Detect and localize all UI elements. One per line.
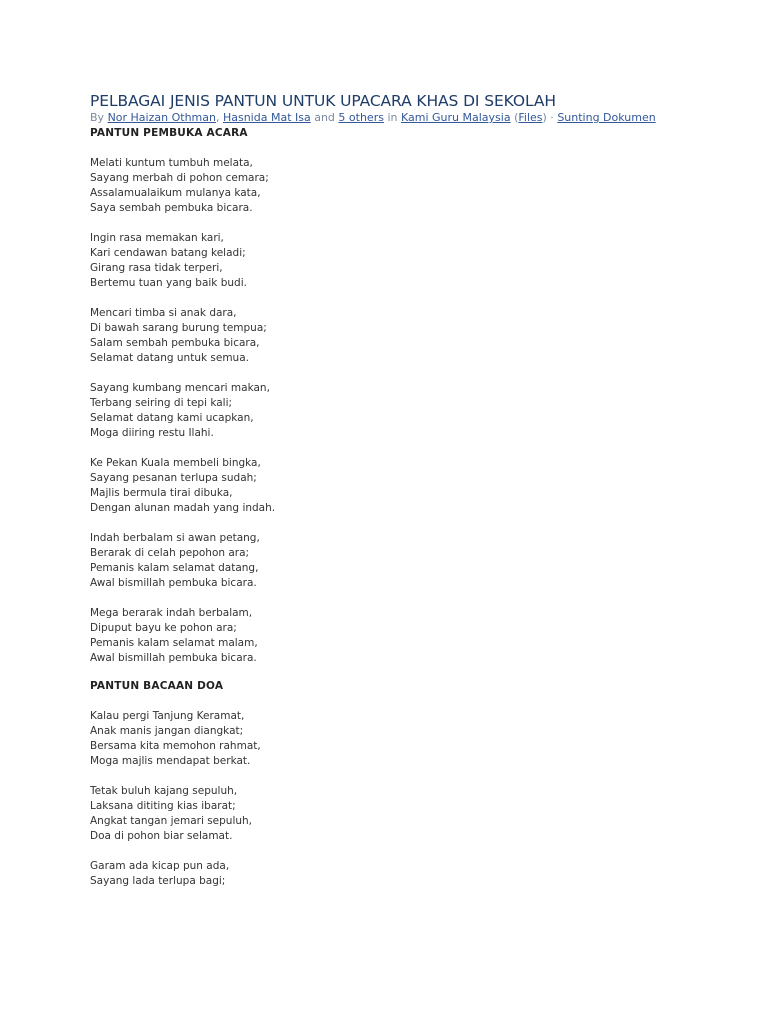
verse-line: Awal bismillah pembuka bicara. bbox=[90, 577, 257, 589]
verse-line: Tetak buluh kajang sepuluh, bbox=[90, 785, 238, 797]
document-content bbox=[90, 90, 710, 889]
byline-in: in bbox=[383, 111, 401, 124]
verse-line: Moga diiring restu Ilahi. bbox=[90, 427, 214, 439]
verse-line: Anak manis jangan diangkat; bbox=[90, 725, 244, 737]
verse-line: Selamat datang untuk semua. bbox=[90, 352, 249, 364]
author-link-2[interactable]: Hasnida Mat Isa bbox=[222, 111, 311, 124]
verse-line: Berarak di celah pepohon ara; bbox=[90, 547, 250, 559]
verse-line: Girang rasa tidak terperi, bbox=[90, 262, 223, 274]
verse-line: Bertemu tuan yang baik budi. bbox=[90, 277, 247, 289]
document-title: PELBAGAI JENIS PANTUN UNTUK UPACARA KHAS DI SEKOLAH bbox=[90, 92, 556, 110]
verse-line: Di bawah sarang burung tempua; bbox=[90, 322, 267, 334]
byline-and: and bbox=[310, 111, 339, 124]
verse-line: Majlis bermula tirai dibuka, bbox=[90, 487, 233, 499]
stanza bbox=[90, 306, 710, 366]
stanza bbox=[90, 231, 710, 291]
section-heading: PANTUN PEMBUKA ACARA bbox=[90, 127, 248, 139]
byline-prefix: By bbox=[90, 111, 108, 124]
verse-line: Dengan alunan madah yang indah. bbox=[90, 502, 276, 514]
verse-line: Garam ada kicap pun ada, bbox=[90, 860, 230, 872]
stanza bbox=[90, 456, 710, 516]
files-link[interactable]: Files bbox=[518, 111, 543, 124]
stanza bbox=[90, 784, 710, 844]
verse-line: Kari cendawan batang keladi; bbox=[90, 247, 246, 259]
verse-line: Mencari timba si anak dara, bbox=[90, 307, 237, 319]
verse-line: Sayang kumbang mencari makan, bbox=[90, 382, 270, 394]
verse-line: Pemanis kalam selamat malam, bbox=[90, 637, 258, 649]
verse-line: Angkat tangan jemari sepuluh, bbox=[90, 815, 253, 827]
verse-line: Salam sembah pembuka bicara, bbox=[90, 337, 260, 349]
verse-line: Dipuput bayu ke pohon ara; bbox=[90, 622, 237, 634]
section-heading: PANTUN BACAAN DOA bbox=[90, 680, 224, 692]
stanza bbox=[90, 606, 710, 666]
verse-line: Indah berbalam si awan petang, bbox=[90, 532, 260, 544]
stanza bbox=[90, 859, 710, 889]
author-link-1[interactable]: Nor Haizan Othman bbox=[107, 111, 216, 124]
others-link[interactable]: 5 others bbox=[338, 111, 384, 124]
verse-line: Laksana dititing kias ibarat; bbox=[90, 800, 236, 812]
verse-line: Assalamualaikum mulanya kata, bbox=[90, 187, 261, 199]
verse-line: Ke Pekan Kuala membeli bingka, bbox=[90, 457, 261, 469]
verse-line: Sayang pesanan terlupa sudah; bbox=[90, 472, 257, 484]
verse-line: Moga majlis mendapat berkat. bbox=[90, 755, 251, 767]
verse-line: Awal bismillah pembuka bicara. bbox=[90, 652, 257, 664]
byline-dot: · bbox=[546, 111, 558, 124]
stanza bbox=[90, 156, 710, 216]
verse-line: Selamat datang kami ucapkan, bbox=[90, 412, 254, 424]
stanza bbox=[90, 531, 710, 591]
edit-document-link[interactable]: Sunting Dokumen bbox=[557, 111, 656, 124]
byline-separator: , bbox=[215, 111, 223, 124]
stanza bbox=[90, 381, 710, 441]
verse-line: Terbang seiring di tepi kali; bbox=[90, 397, 233, 409]
verse-line: Pemanis kalam selamat datang, bbox=[90, 562, 259, 574]
section-pembuka-acara bbox=[90, 126, 710, 666]
verse-line: Sayang merbah di pohon cemara; bbox=[90, 172, 269, 184]
verse-line: Ingin rasa memakan kari, bbox=[90, 232, 224, 244]
verse-line: Sayang lada terlupa bagi; bbox=[90, 875, 226, 887]
group-link[interactable]: Kami Guru Malaysia bbox=[400, 111, 511, 124]
byline-paren-open: ( bbox=[510, 111, 519, 124]
verse-line: Kalau pergi Tanjung Keramat, bbox=[90, 710, 245, 722]
stanza bbox=[90, 709, 710, 769]
verse-line: Saya sembah pembuka bicara. bbox=[90, 202, 253, 214]
byline-paren-close: ) bbox=[542, 111, 547, 124]
verse-line: Doa di pohon biar selamat. bbox=[90, 830, 233, 842]
byline bbox=[90, 111, 710, 125]
section-bacaan-doa bbox=[90, 679, 710, 889]
verse-line: Bersama kita memohon rahmat, bbox=[90, 740, 261, 752]
verse-line: Mega berarak indah berbalam, bbox=[90, 607, 253, 619]
verse-line: Melati kuntum tumbuh melata, bbox=[90, 157, 253, 169]
